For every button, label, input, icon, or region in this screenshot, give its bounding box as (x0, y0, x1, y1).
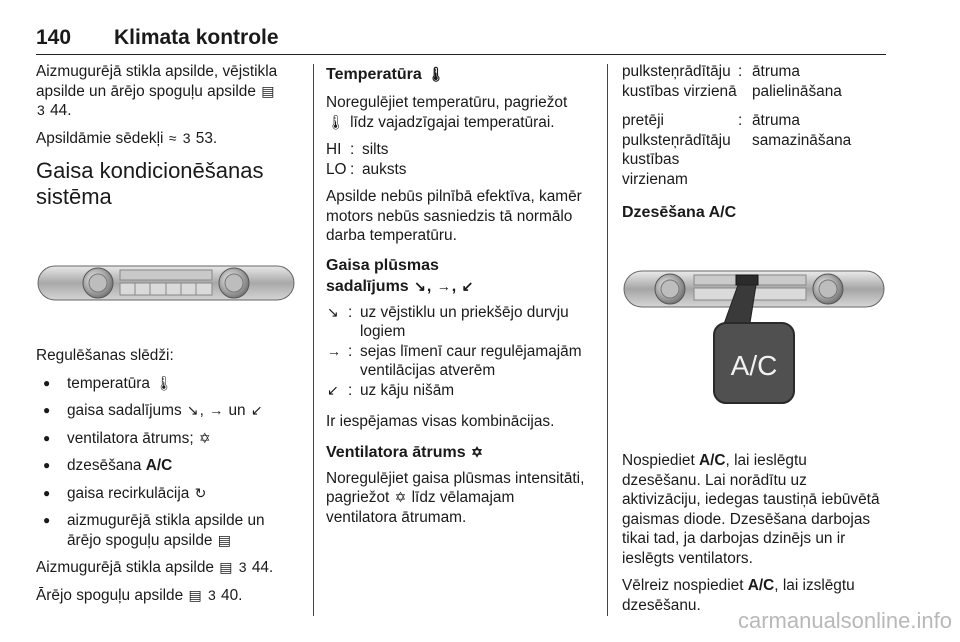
face-airflow-icon: → (209, 402, 224, 418)
fan-icon: ✡ (394, 489, 407, 505)
section-heading: Gaisa kondicionēšanas sistēma (36, 158, 264, 209)
ac-button-illustration (622, 263, 886, 415)
temperature-heading: Temperatūra 🌡 (326, 66, 445, 83)
page-ref[interactable]: 44. (251, 559, 274, 576)
controls-intro: Regulēšanas slēdži: (36, 347, 174, 364)
air-row-windscreen: ↘ : uz vējstiklu un priekšējo durvju logiem (327, 303, 569, 340)
footwell-airflow-icon: ↙ (327, 381, 339, 398)
column-1 (36, 62, 298, 613)
face-airflow-icon: → (436, 277, 451, 294)
hi-row: HI : silts (326, 141, 389, 158)
page-header (36, 26, 886, 55)
combinations-text: Ir iespējamas visas kombinācijas. (326, 413, 555, 430)
fan-direction-row-1: pulksteņrādītāju kustības virzienā : ātruma palielināšana (622, 63, 842, 100)
face-airflow-icon: → (327, 342, 341, 359)
ac-off-text: Vēlreiz nospiediet A/C, lai izslēgtu dzesēšanu. (622, 577, 855, 614)
column-2 (326, 62, 588, 535)
climate-control-panel-image (36, 260, 296, 306)
watermark: carmanualsonline.info (737, 608, 952, 633)
list-item: ● temperatūra 🌡 (36, 374, 298, 394)
column-3 (622, 62, 886, 623)
air-distribution-heading: Gaisa plūsmas sadalījums ↘, →, ↙ (326, 256, 474, 295)
controls-list (36, 374, 298, 551)
page-title: Klimata kontrole (114, 26, 279, 49)
fan-icon: ✡ (198, 429, 211, 446)
list-item: ● ventilatora ātrums; ✡ (36, 429, 298, 449)
temperature-text: Noregulējiet temperatūru, pagriežot 🌡 līdz vajadzīgajai temperatūrai. (326, 94, 568, 131)
windscreen-airflow-icon: ↘ (327, 303, 339, 320)
rear-window-heat-icon: ▤ (261, 82, 275, 99)
heated-seats-paragraph: Apsildāmie sēdekļi ≈ 3 53. (36, 129, 218, 147)
page-ref[interactable]: 40. (221, 586, 243, 604)
page-reference-icon: 3 (207, 586, 216, 603)
mirror-heat-icon: ▤ (188, 586, 202, 603)
air-row-face: → : sejas līmenī caur regulējamajām ventilācijas atverēm (327, 342, 582, 379)
rear-window-paragraph: Aizmugurējā stikla apsilde ▤ 3 44. (36, 559, 274, 576)
ac-heading: Dzesēšana A/C (622, 204, 737, 221)
page-reference-icon: 3 (182, 129, 191, 146)
thermometer-icon: 🌡 (427, 66, 445, 82)
thermometer-icon: 🌡 (155, 374, 174, 391)
fan-speed-heading: Ventilatora ātrums ✡ (326, 443, 483, 461)
page-ref[interactable]: 44. (50, 102, 72, 119)
temperature-note: Apsilde nebūs pilnībā efektīva, kamēr motors nebūs sasniedzis tā normālo darba temperatūru. (326, 188, 582, 244)
column-divider-1 (313, 64, 314, 616)
air-row-feet: ↙ : uz kāju nišām (327, 381, 455, 399)
mirror-heat-icon: ▤ (217, 531, 231, 548)
heated-seat-icon: ≈ (168, 129, 177, 146)
rear-heat-paragraph: Aizmugurējā stikla apsilde, vējstikla apsilde un ārējo spoguļu apsilde ▤ 3 44. (36, 63, 278, 119)
column-divider-2 (607, 64, 608, 616)
windscreen-airflow-icon: ↘ (414, 277, 426, 294)
list-item: ● aizmugurējā stikla apsilde un ārējo spoguļu apsilde ▤ (36, 511, 298, 550)
list-item: ● gaisa sadalījums ↘, → un ↙ (36, 401, 298, 421)
page-ref[interactable]: 53. (195, 129, 218, 147)
mirror-heat-paragraph: Ārējo spoguļu apsilde ▤ 3 40. (36, 586, 243, 604)
fan-icon: ✡ (471, 443, 483, 460)
rear-window-heat-icon: ▤ (219, 559, 233, 575)
fan-speed-text: Noregulējiet gaisa plūsmas intensitāti, pagriežot ✡ līdz vēlamajam ventilatora ātrumam. (326, 469, 585, 526)
ac-on-text: Nospiediet A/C, lai ieslēgtu dzesēšanu. Lai norādītu uz aktivizāciju, iedegas taustiņā iebūvētā gaismas diode. Dzesēšana darbojas tikai tad, ja darbojas dzinējs un ir ieslēgts ventilators. (622, 452, 880, 567)
recirculation-icon: ↻ (194, 484, 207, 501)
page-reference-icon: 3 (238, 559, 247, 575)
page-reference-icon: 3 (37, 102, 45, 118)
list-item: ● gaisa recirkulācija ↻ (36, 484, 298, 504)
ac-button-label: A/C (730, 350, 778, 381)
fan-direction-row-2: pretēji pulksteņrādītāju kustības virzienam : ātruma samazināšana (622, 112, 852, 188)
thermometer-icon: 🌡 (327, 113, 345, 130)
footwell-airflow-icon: ↙ (461, 277, 474, 294)
list-item: ● dzesēšana A/C (36, 456, 298, 476)
lo-row: LO : auksts (326, 160, 407, 178)
footwell-airflow-icon: ↙ (250, 402, 263, 418)
page-number: 140 (36, 26, 72, 49)
windscreen-airflow-icon: ↘ (186, 402, 199, 418)
